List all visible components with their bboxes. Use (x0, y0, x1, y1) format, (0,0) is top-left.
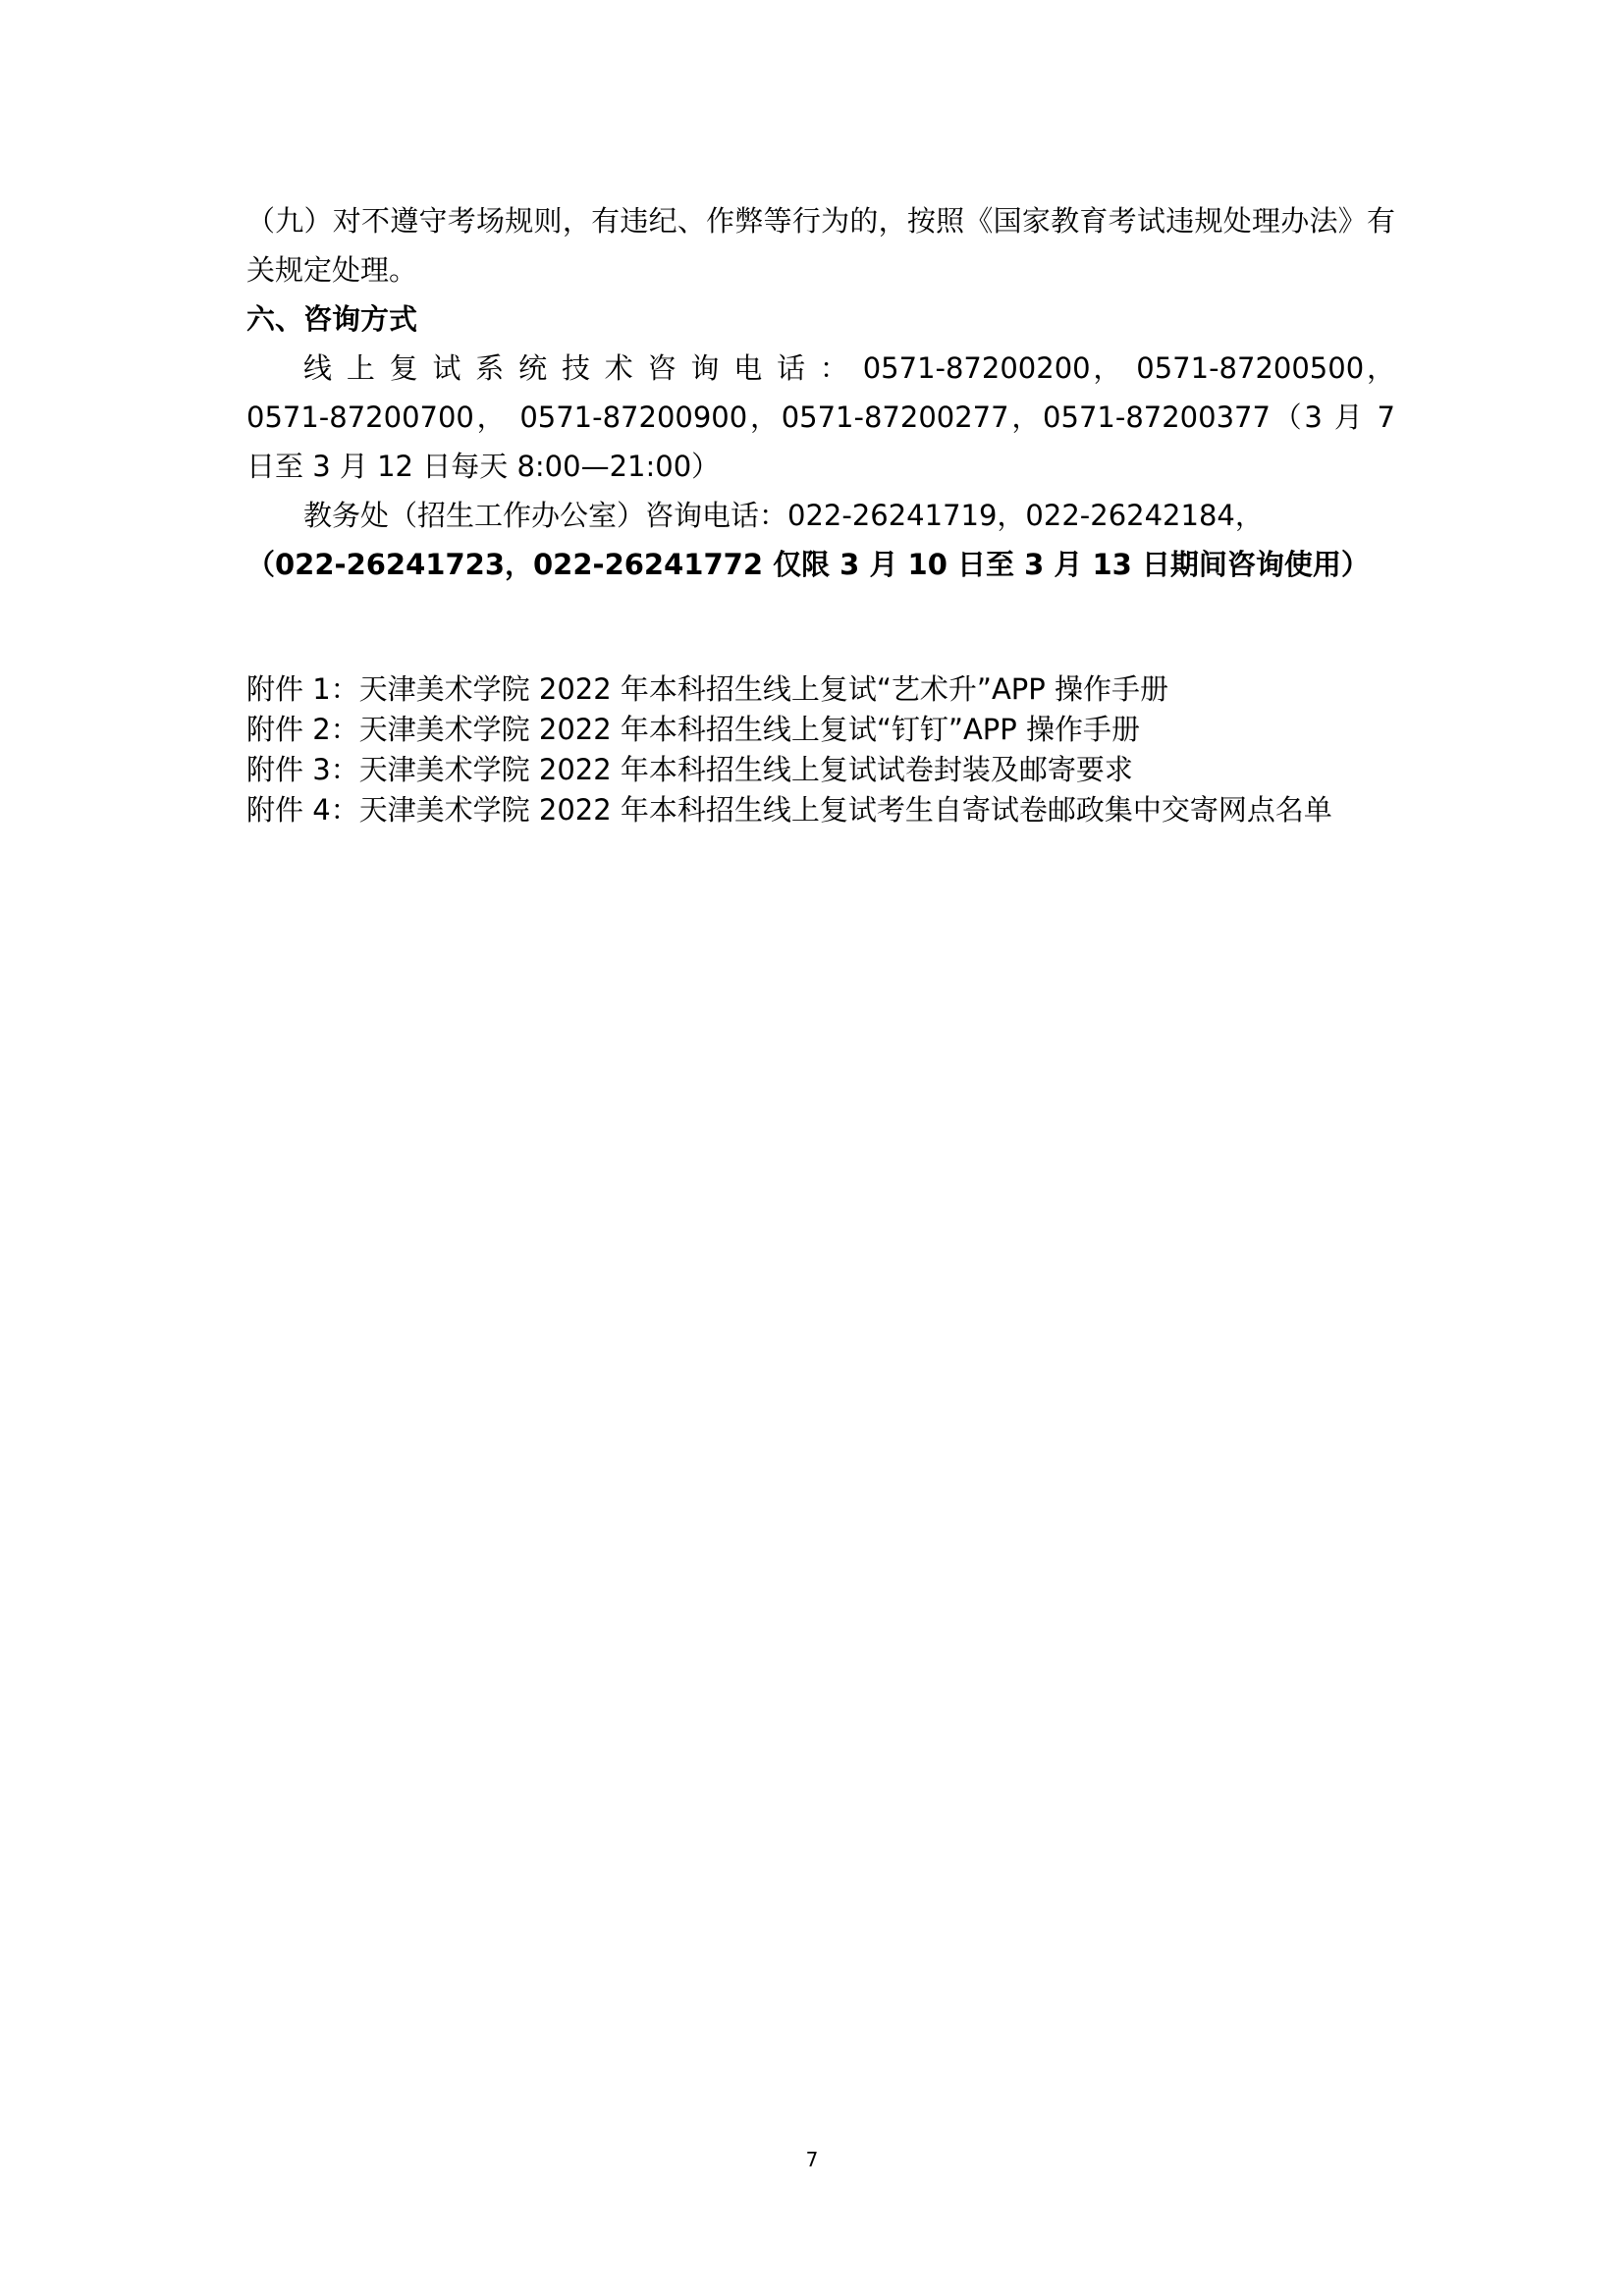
office-contact-paragraph: 教务处（招生工作办公室）咨询电话：022-26241719，022-26242184， (303, 499, 1264, 532)
attachment-item: 附件 2：天津美术学院 2022 年本科招生线上复试“钉钉”APP 操作手册 (246, 713, 1140, 746)
attachment-item: 附件 3：天津美术学院 2022 年本科招生线上复试试卷封装及邮寄要求 (246, 753, 1133, 786)
tech-support-paragraph (246, 344, 1395, 491)
tech-support-numbers: 0571-87200200， 0571-87200500，0571-87200700， 0571-87200900，0571-87200277，0571-87200377（3 月 7 日至 3 月 12 日每天 8:00—21:00） (246, 351, 1395, 483)
tech-support-label: 线上复试系统技术咨询电话： (303, 351, 863, 385)
page-number: 7 (805, 2148, 819, 2171)
office-contact-limited-note: （022-26241723，022-26241772 仅限 3 月 10 日至 3 月 13 日期间咨询使用） (246, 548, 1370, 581)
rule-paragraph-9: （九）对不遵守考场规则，有违纪、作弊等行为的，按照《国家教育考试违规处理办法》有关规定处理。 (246, 204, 1395, 287)
section-heading-consultation: 六、咨询方式 (246, 302, 418, 336)
attachment-list (246, 669, 1395, 830)
attachment-item: 附件 1：天津美术学院 2022 年本科招生线上复试“艺术升”APP 操作手册 (246, 672, 1168, 706)
page-content (246, 196, 1395, 830)
attachment-item: 附件 4：天津美术学院 2022 年本科招生线上复试考生自寄试卷邮政集中交寄网点名单 (246, 793, 1332, 827)
